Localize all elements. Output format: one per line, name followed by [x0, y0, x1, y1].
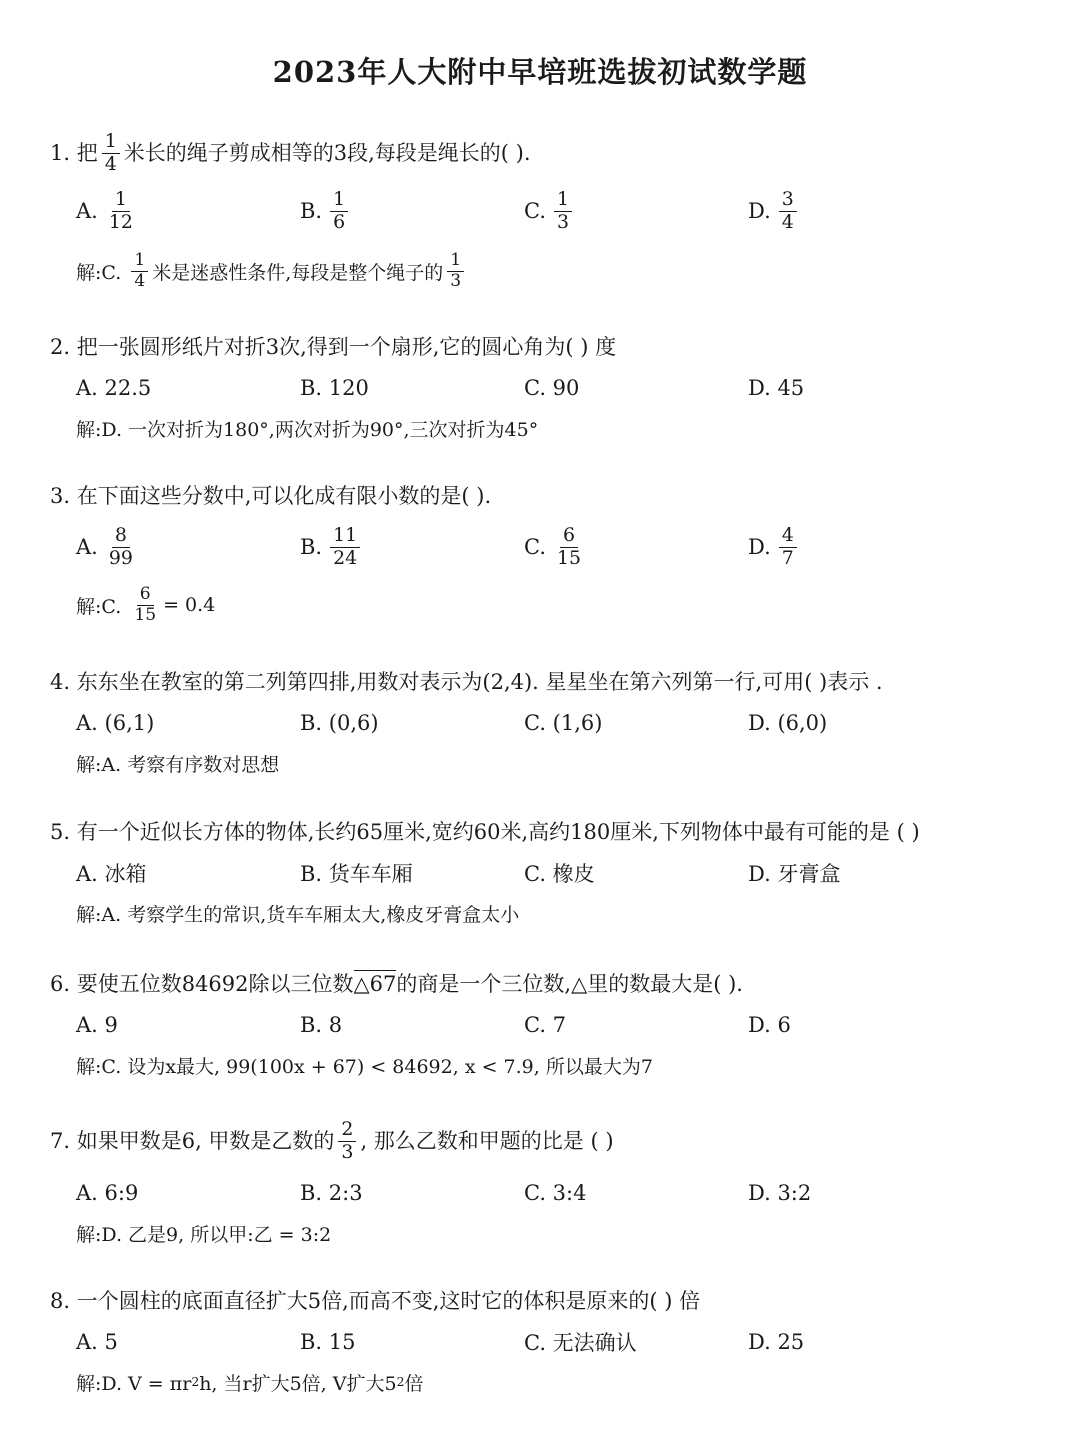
option-c[interactable]: C. 橡皮	[524, 862, 595, 886]
option-d[interactable]: D. 25	[748, 1330, 805, 1354]
numerator: 1	[330, 190, 348, 212]
denominator: 4	[781, 210, 794, 233]
option-c[interactable]: C. 90	[524, 376, 580, 400]
option-a[interactable]: A. 6:9	[76, 1181, 139, 1205]
option-b[interactable]: B. 货车车厢	[300, 862, 413, 886]
option-c[interactable]	[524, 186, 576, 236]
option-a[interactable]: A. 冰箱	[76, 862, 147, 886]
denominator: 7	[781, 546, 794, 569]
option-label: A.	[76, 535, 98, 559]
solution	[76, 580, 215, 630]
overline-number: △67	[353, 972, 397, 996]
solution-text: 解:C.	[76, 595, 122, 618]
question-stem: 2. 把一张圆形纸片对折3次,得到一个扇形,它的圆心角为( ) 度	[50, 335, 617, 359]
stem-text: , 那么乙数和甲题的比是 ( )	[360, 1128, 614, 1153]
option-fraction	[779, 187, 797, 233]
stem-text: 的商是一个三位数,△里的数最大是( ).	[396, 972, 743, 996]
option-a[interactable]: A. 22.5	[76, 376, 152, 400]
solution-text: 米是迷惑性条件,每段是整个绳子的	[152, 261, 444, 284]
option-b[interactable]: B. 2:3	[300, 1181, 363, 1205]
option-b[interactable]	[300, 186, 352, 236]
solution-fraction	[131, 583, 159, 625]
denominator: 4	[134, 270, 146, 291]
option-label: B.	[300, 199, 323, 223]
numerator: 1	[554, 190, 572, 212]
option-a[interactable]	[76, 522, 140, 572]
denominator: 15	[557, 546, 582, 569]
numerator: 11	[330, 526, 360, 548]
denominator: 15	[134, 604, 157, 625]
option-label: C.	[524, 535, 546, 559]
option-d[interactable]	[748, 186, 801, 236]
option-d[interactable]: D. (6,0)	[748, 711, 828, 735]
numerator: 1	[112, 190, 130, 212]
denominator: 3	[557, 210, 570, 233]
numerator: 6	[560, 526, 578, 548]
exponent: 2	[396, 1375, 405, 1389]
stem-text: 7. 如果甲数是6, 甲数是乙数的	[50, 1128, 335, 1153]
solution-fraction	[447, 249, 464, 291]
option-c[interactable]: C. 3:4	[524, 1181, 587, 1205]
option-d[interactable]	[748, 522, 801, 572]
stem-text: 6. 要使五位数84692除以三位数	[50, 972, 354, 996]
question-stem	[50, 1116, 614, 1166]
question-stem: 3. 在下面这些分数中,可以化成有限小数的是( ).	[50, 484, 492, 508]
option-c[interactable]: C. (1,6)	[524, 711, 603, 735]
stem-text: 1. 把	[50, 140, 98, 165]
exponent: 2	[191, 1375, 200, 1389]
option-d[interactable]: D. 3:2	[748, 1181, 812, 1205]
numerator: 6	[137, 586, 154, 606]
option-d[interactable]: D. 45	[748, 376, 805, 400]
option-fraction	[330, 523, 360, 569]
denominator: 3	[341, 1140, 354, 1163]
denominator: 4	[104, 152, 117, 175]
numerator: 1	[447, 252, 464, 272]
option-fraction	[554, 523, 584, 569]
solution: 解:D. 乙是9, 所以甲:乙 = 3:2	[76, 1223, 332, 1246]
option-a[interactable]: A. (6,1)	[76, 711, 155, 735]
stem-text: 米长的绳子剪成相等的3段,每段是绳长的( ).	[123, 140, 531, 165]
option-fraction	[554, 187, 572, 233]
page-title: 2023年人大附中早培班选拔初试数学题	[272, 55, 808, 89]
option-label: B.	[300, 535, 323, 559]
denominator: 99	[108, 546, 133, 569]
option-label: C.	[524, 199, 546, 223]
solution: 解:A. 考察有序数对思想	[76, 753, 280, 776]
denominator: 24	[333, 546, 358, 569]
solution: 解:A. 考察学生的常识,货车车厢太大,橡皮牙膏盒太小	[76, 903, 520, 926]
denominator: 3	[450, 270, 462, 291]
solution-text: = 0.4	[163, 594, 216, 616]
numerator: 1	[131, 252, 148, 272]
stem-fraction	[102, 129, 120, 175]
option-b[interactable]: B. 120	[300, 376, 369, 400]
option-c[interactable]	[524, 522, 588, 572]
option-label: D.	[748, 535, 771, 559]
question-stem	[50, 128, 531, 178]
solution: 解:D. 一次对折为180°,两次对折为90°,三次对折为45°	[76, 418, 539, 441]
option-c[interactable]: C. 7	[524, 1013, 567, 1037]
solution: 解:C. 设为x最大, 99(100x + 67) < 84692, x < 7.9, 所以最大为7	[76, 1055, 653, 1078]
solution-text: 解:C.	[76, 261, 122, 284]
option-label: A.	[76, 199, 98, 223]
option-a[interactable]: A. 9	[76, 1013, 118, 1037]
solution-text: h, 当r扩大5倍, V扩大5	[199, 1372, 397, 1395]
solution	[76, 246, 468, 296]
option-b[interactable]: B. 8	[300, 1013, 343, 1037]
solution-text: 倍	[404, 1372, 424, 1395]
numerator: 3	[779, 190, 797, 212]
option-a[interactable]: A. 5	[76, 1330, 118, 1354]
option-c[interactable]: C. 无法确认	[524, 1331, 637, 1355]
question-stem	[50, 974, 743, 995]
option-b[interactable]	[300, 522, 364, 572]
option-fraction	[779, 523, 797, 569]
question-stem: 4. 东东坐在教室的第二列第四排,用数对表示为(2,4). 星星坐在第六列第一行,可用( )表示 .	[50, 670, 883, 694]
solution-text: 解:D. V = πr	[76, 1372, 192, 1395]
option-d[interactable]: D. 6	[748, 1013, 791, 1037]
solution	[76, 1357, 423, 1407]
numerator: 8	[112, 526, 130, 548]
option-fraction	[330, 187, 348, 233]
denominator: 6	[333, 210, 346, 233]
solution-fraction	[131, 249, 148, 291]
question-stem: 5. 有一个近似长方体的物体,长约65厘米,宽约60米,高约180厘米,下列物体中最有可能的是 ( )	[50, 820, 920, 844]
numerator: 4	[779, 526, 797, 548]
option-b[interactable]: B. (0,6)	[300, 711, 379, 735]
denominator: 12	[108, 210, 133, 233]
option-a[interactable]	[76, 186, 140, 236]
option-fraction	[106, 523, 136, 569]
option-d[interactable]: D. 牙膏盒	[748, 862, 841, 886]
option-label: D.	[748, 199, 771, 223]
question-stem: 8. 一个圆柱的底面直径扩大5倍,而高不变,这时它的体积是原来的( ) 倍	[50, 1289, 701, 1313]
numerator: 1	[102, 132, 120, 154]
option-fraction	[106, 187, 136, 233]
numerator: 2	[338, 1120, 356, 1142]
stem-fraction	[338, 1117, 356, 1163]
option-b[interactable]: B. 15	[300, 1330, 356, 1354]
